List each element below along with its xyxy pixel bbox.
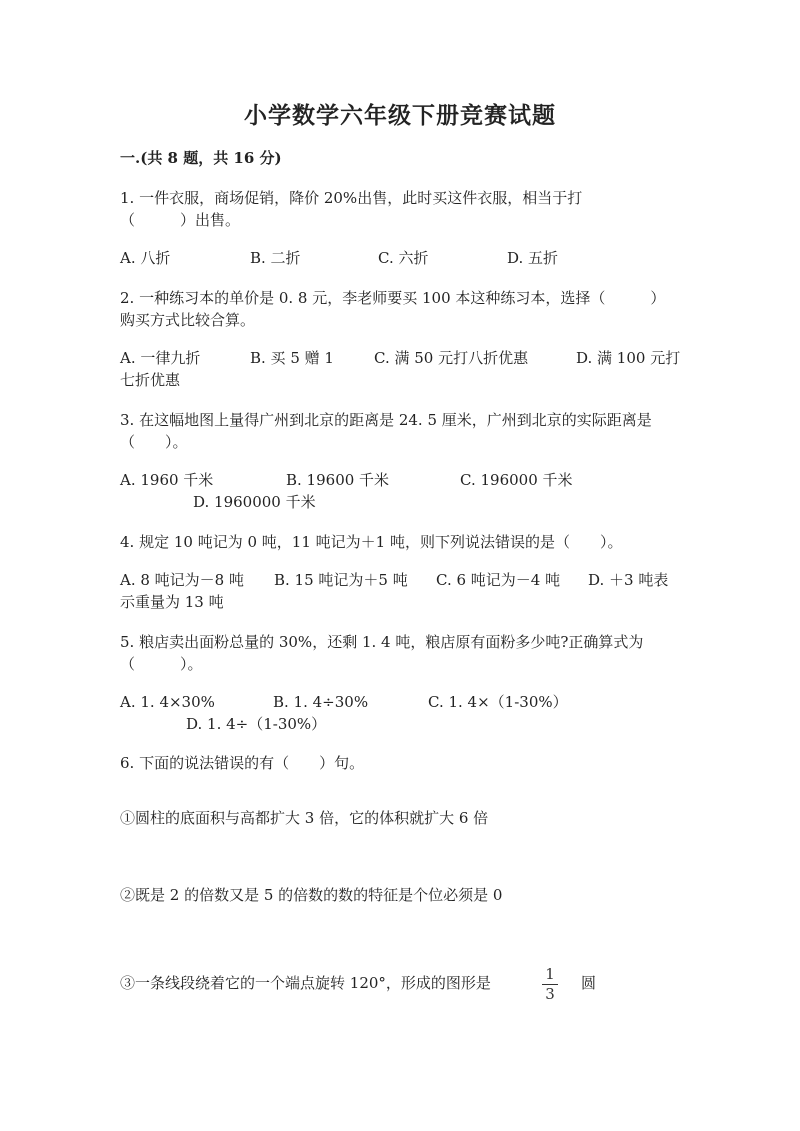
question-6-statement-2: ②既是 2 的倍数又是 5 的倍数的数的特征是个位必须是 0 (120, 886, 503, 904)
fraction-numerator: 1 (545, 965, 555, 983)
fraction-denominator: 3 (545, 985, 555, 1003)
question-2-option-a: A. 一律九折 (120, 349, 201, 367)
question-4-line-1: 4. 规定 10 吨记为 0 吨，11 吨记为＋1 吨，则下列说法错误的是（ ）。 (120, 533, 623, 551)
question-1-option-a: A. 八折 (120, 249, 171, 267)
question-3-line-1: 3. 在这幅地图上量得广州到北京的距离是 24. 5 厘米，广州到北京的实际距离是 (120, 411, 652, 429)
question-5-line-1: 5. 粮店卖出面粉总量的 30%，还剩 1. 4 吨，粮店原有面粉多少吨?正确算式为 (120, 633, 644, 651)
question-2-option-b: B. 买 5 赠 1 (250, 349, 334, 367)
question-1-line-1: 1. 一件衣服，商场促销，降价 20%出售，此时买这件衣服，相当于打 (120, 189, 583, 207)
question-4-option-c: C. 6 吨记为－4 吨 (436, 571, 561, 589)
question-3-option-d: D. 1960000 千米 (193, 493, 316, 511)
question-2-line-1: 2. 一种练习本的单价是 0. 8 元，李老师要买 100 本这种练习本，选择（ ） (120, 289, 666, 307)
question-3-option-b: B. 19600 千米 (286, 471, 390, 489)
question-5-option-c: C. 1. 4×（1-30%） (428, 693, 568, 711)
fraction-one-third (540, 966, 560, 1003)
question-2-option-d: D. 满 100 元打 (576, 349, 681, 367)
question-3-option-c: C. 196000 千米 (460, 471, 573, 489)
question-1-line-2: （ ）出售。 (120, 211, 241, 229)
section-heading: 一.(共 8 题，共 16 分) (120, 149, 282, 167)
question-2-option-d-continued: 七折优惠 (120, 371, 181, 389)
question-5-option-b: B. 1. 4÷30% (273, 693, 369, 711)
question-4-option-d-continued: 示重量为 13 吨 (120, 593, 224, 611)
question-1-option-b: B. 二折 (250, 249, 301, 267)
question-6-statement-3: ③一条线段绕着它的一个端点旋转 120°，形成的图形是 (120, 974, 491, 992)
question-5-option-d: D. 1. 4÷（1-30%） (186, 715, 327, 733)
question-4-option-a: A. 8 吨记为－8 吨 (120, 571, 244, 589)
question-3-option-a: A. 1960 千米 (120, 471, 214, 489)
question-4-option-b: B. 15 吨记为＋5 吨 (274, 571, 408, 589)
question-4-option-d: D. ＋3 吨表 (588, 571, 669, 589)
question-5-option-a: A. 1. 4×30% (120, 693, 215, 711)
question-6-statement-3-end: 圆 (581, 974, 597, 992)
question-2-line-2: 购买方式比较合算。 (120, 311, 256, 329)
question-5-line-2: （ ）。 (120, 655, 203, 673)
question-1-option-c: C. 六折 (378, 249, 429, 267)
question-2-option-c: C. 满 50 元打八折优惠 (374, 349, 529, 367)
page-title: 小学数学六年级下册竞赛试题 (244, 102, 556, 129)
question-6-line-1: 6. 下面的说法错误的有（ ）句。 (120, 754, 365, 772)
question-1-option-d: D. 五折 (507, 249, 559, 267)
question-3-line-2: （ ）。 (120, 433, 188, 451)
question-6-statement-1: ①圆柱的底面积与高都扩大 3 倍，它的体积就扩大 6 倍 (120, 809, 489, 827)
